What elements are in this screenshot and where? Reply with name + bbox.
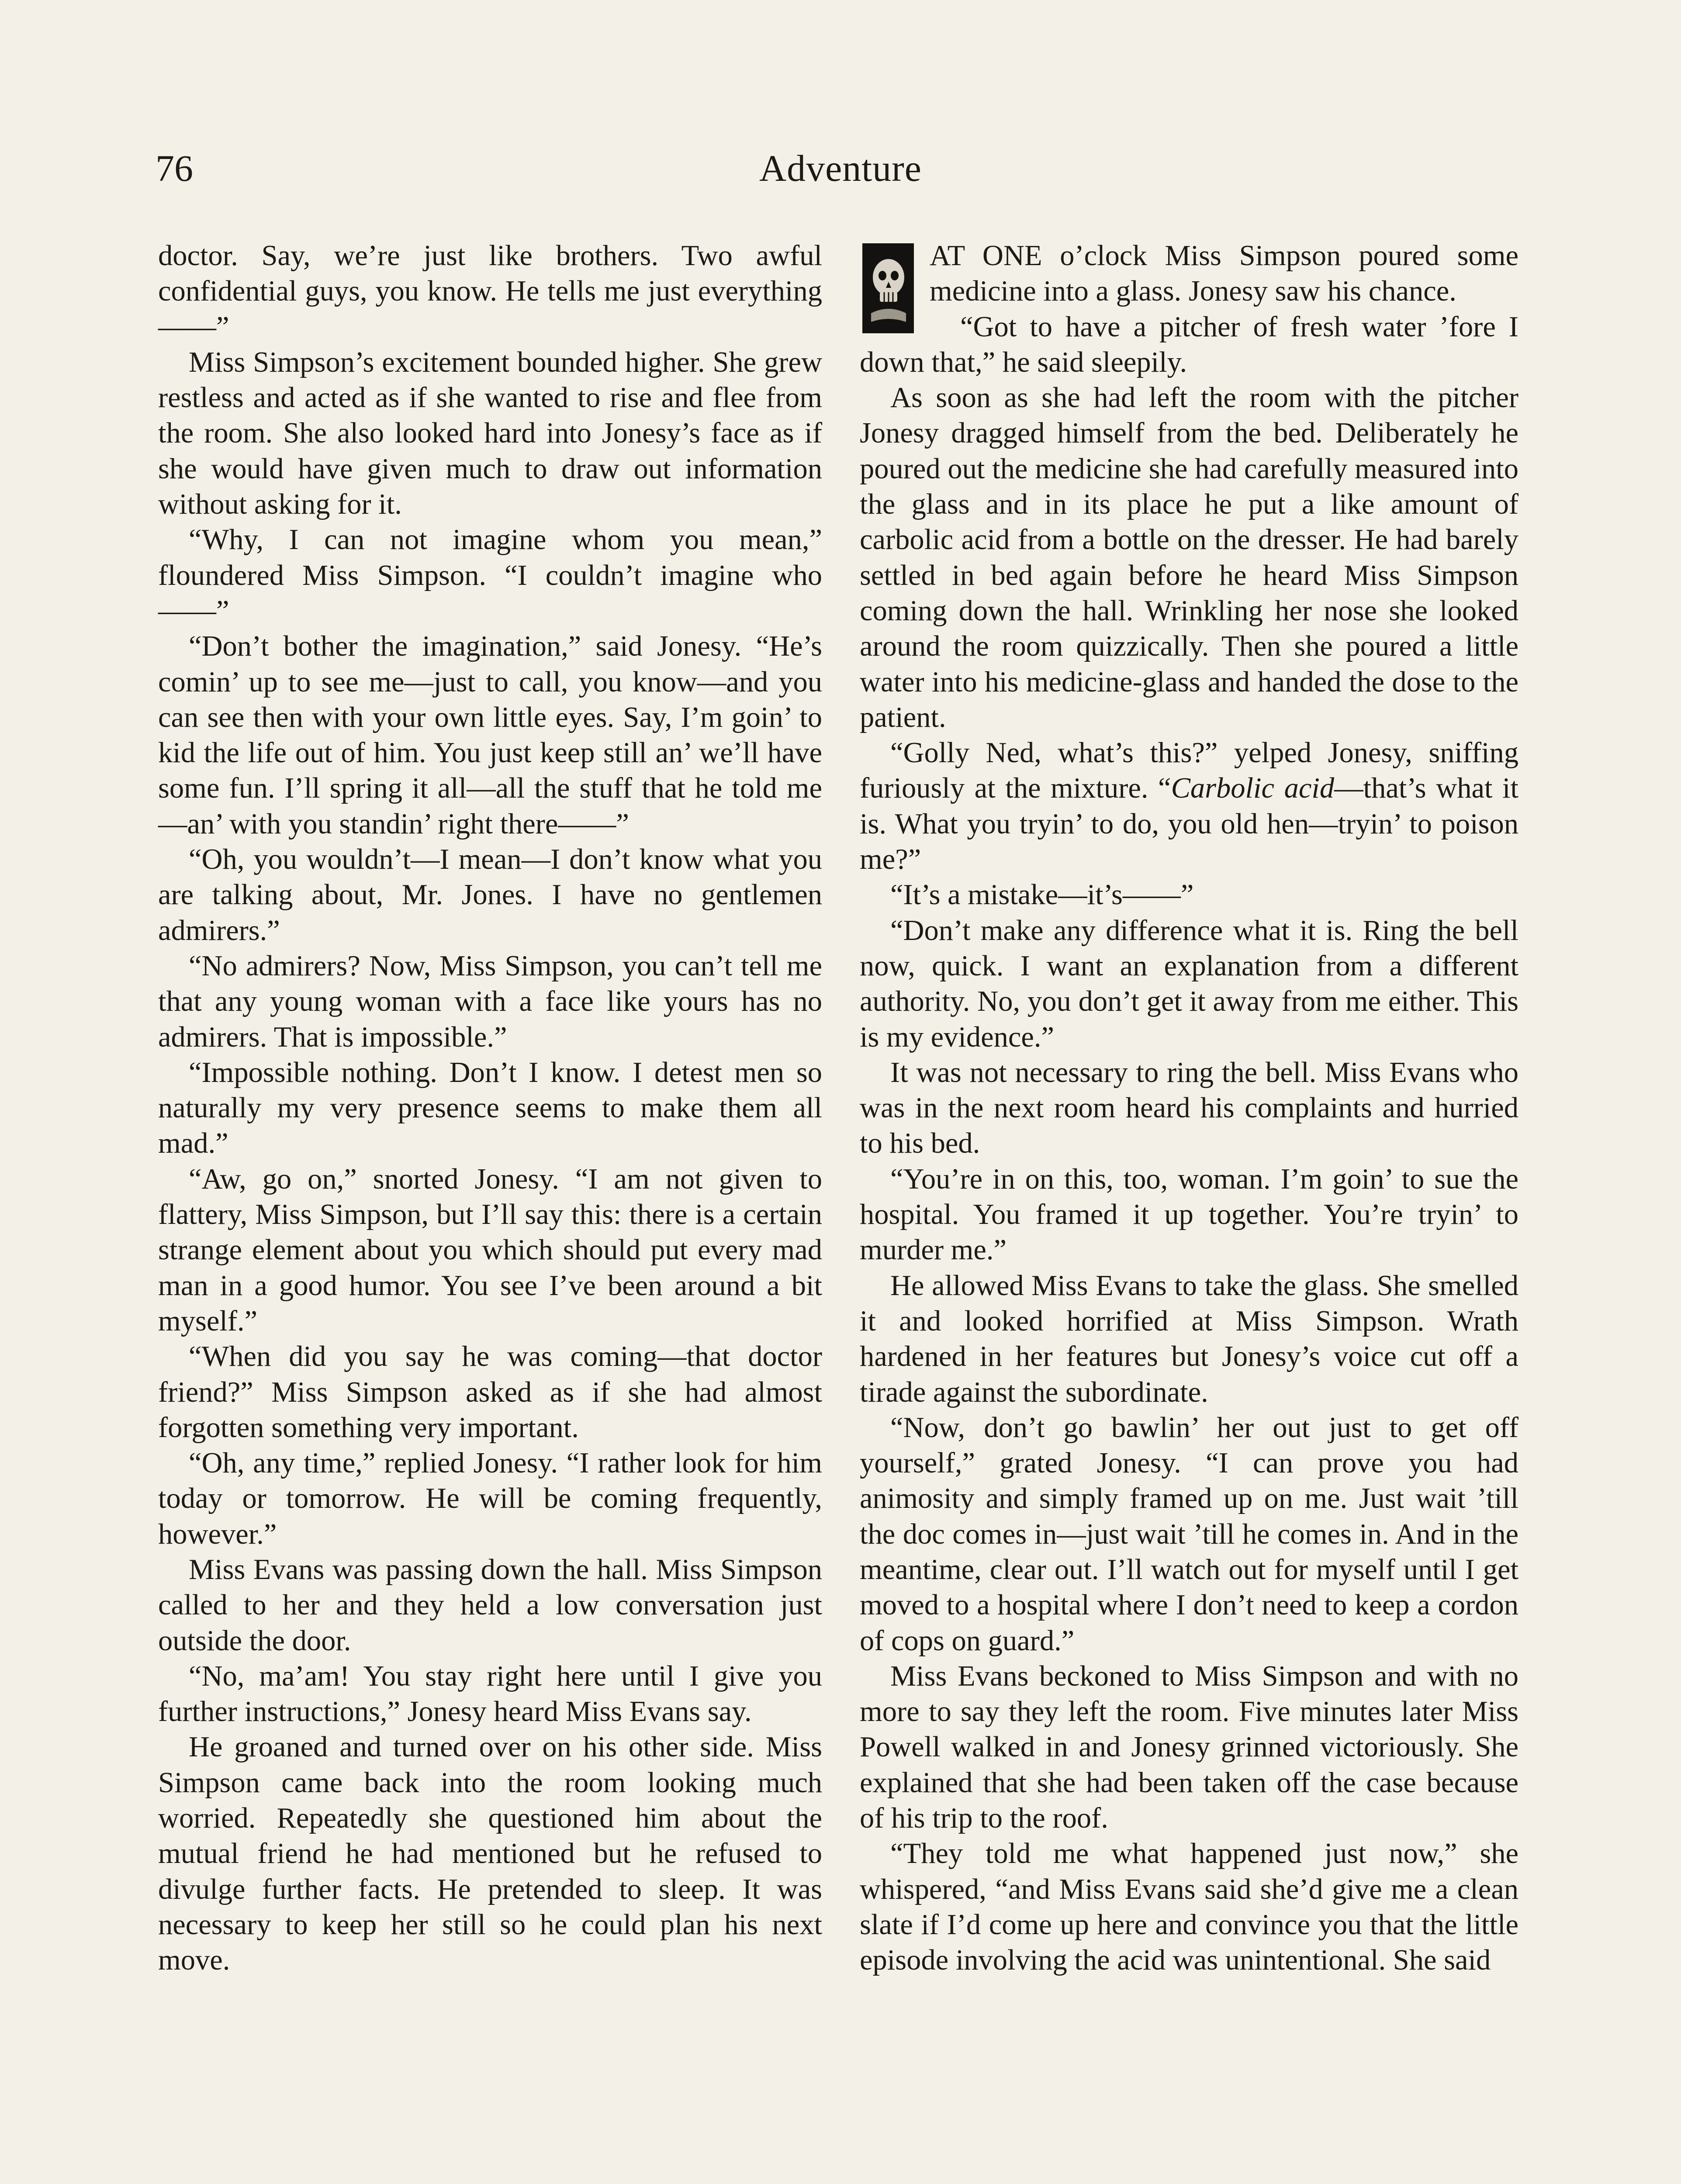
paragraph-text-after: —that’s what it is. What you tryin’ to do, you old hen—tryin’ to poison me?” xyxy=(860,772,1518,876)
paragraph: “When did you say he was coming—that doctor friend?” Miss Simpson asked as if she had almost forgotten something very important. xyxy=(158,1341,822,1444)
paragraph: He allowed Miss Evans to take the glass. She smelled it and looked horrified at Miss Simpson. Wrath hardened in her features but Jonesy’s voice cut off a tirade against the subordinate. xyxy=(860,1269,1518,1408)
running-title: Adventure xyxy=(759,147,922,189)
paragraph: “No, ma’am! You stay right here until I give you further instructions,” Jonesy heard Miss Evans say. xyxy=(158,1660,822,1728)
paragraph: “It’s a mistake—it’s——” xyxy=(890,879,1194,911)
opening-paragraph: AT ONE o’clock Miss Simpson poured some medicine into a glass. Jonesy saw his chance. xyxy=(930,240,1518,308)
page-number: 76 xyxy=(156,147,193,189)
paragraph: “Impossible nothing. Don’t I know. I detest men so naturally my very presence seems to make them all mad.” xyxy=(158,1056,822,1160)
paragraph: As soon as she had left the room with the pitcher Jonesy dragged himself from the bed. Deliberately he poured out the medicine she had carefully measured into the glass and in its place he put a like amount of carbolic acid from a bottle on the dresser. He had barely settled in bed again before he heard Miss Simpson coming down the hall. Wrinkling her nose she looked around the room quizzically. Then she poured a little water into his medicine-glass and handed the dose to the patient. xyxy=(860,382,1518,733)
paragraph: He groaned and turned over on his other side. Miss Simpson came back into the room looking much worried. Repeatedly she questioned him about the mutual friend he had mentioned but he refused to divulge further facts. He pretended to sleep. It was necessary to keep her still so he could plan his next move. xyxy=(158,1731,822,1977)
skull-ornament-icon xyxy=(862,243,914,333)
italic-phrase: Carbolic acid xyxy=(1171,772,1335,805)
paragraph: “Got to have a pitcher of fresh water ’fore I down that,” he said sleepily. xyxy=(860,311,1518,378)
paragraph: It was not necessary to ring the bell. Miss Evans who was in the next room heard his complaints and hurried to his bed. xyxy=(860,1056,1518,1160)
paragraph xyxy=(860,735,1518,877)
paragraph: “Don’t bother the imagination,” said Jonesy. “He’s comin’ up to see me—just to call, you know—and you can see then with your own little eyes. Say, I’m goin’ to kid the life out of him. You just keep still an’ we’ll have some fun. I’ll spring it all—all the stuff that he told me—an’ with you standin’ right there——” xyxy=(158,630,822,840)
paragraph: Miss Simpson’s excitement bounded higher. She grew restless and acted as if she wanted to rise and flee from the room. She also looked hard into Jonesy’s face as if she would have given much to draw out information without asking for it. xyxy=(158,346,822,521)
paragraph: Miss Evans was passing down the hall. Miss Simpson called to her and they held a low conversation just outside the door. xyxy=(158,1553,822,1657)
right-column xyxy=(860,238,1518,1978)
paragraph: “No admirers? Now, Miss Simpson, you can’t tell me that any young woman with a face like yours has no admirers. That is impossible.” xyxy=(158,950,822,1053)
paragraph: “They told me what happened just now,” she whispered, “and Miss Evans said she’d give me a clean slate if I’d come up here and convince you that the little episode involving the acid was unintentional. She said xyxy=(860,1838,1518,1977)
section-opening xyxy=(860,238,1518,309)
paragraph: “Don’t make any difference what it is. Ring the bell now, quick. I want an explanation from a different authority. No, you don’t get it away from me either. This is my evidence.” xyxy=(860,914,1518,1053)
paragraph: “Aw, go on,” snorted Jonesy. “I am not given to flattery, Miss Simpson, but I’ll say this: there is a certain strange element about you which should put every mad man in a good humor. You see I’ve been around a bit myself.” xyxy=(158,1163,822,1337)
paragraph: Miss Evans beckoned to Miss Simpson and with no more to say they left the room. Five minutes later Miss Powell walked in and Jonesy grinned victoriously. She explained that she had been taken off the case because of his trip to the roof. xyxy=(860,1660,1518,1835)
page-header xyxy=(156,144,1525,201)
paragraph: “You’re in on this, too, woman. I’m goin’ to sue the hospital. You framed it up together. You’re tryin’ to murder me.” xyxy=(860,1163,1518,1266)
paragraph: doctor. Say, we’re just like brothers. Two awful confidential guys, you know. He tells me just everything——” xyxy=(158,240,822,343)
paragraph: “Now, don’t go bawlin’ her out just to get off yourself,” grated Jonesy. “I can prove you had animosity and simply framed up on me. Just wait ’till the doc comes in—just wait ’till he comes in. And in the meantime, clear out. I’ll watch out for myself until I get moved to a hospital where I don’t need to keep a cordon of cops on guard.” xyxy=(860,1411,1518,1657)
paragraph: “Why, I can not imagine whom you mean,” floundered Miss Simpson. “I couldn’t imagine who——” xyxy=(158,524,822,627)
paragraph: “Oh, any time,” replied Jonesy. “I rather look for him today or tomorrow. He will be coming frequently, however.” xyxy=(158,1447,822,1550)
paragraph-text-before: “Golly Ned, what’s this?” yelped Jonesy, sniffing furiously at the mixture. “ xyxy=(860,737,1518,805)
paragraph: “Oh, you wouldn’t—I mean—I don’t know what you are talking about, Mr. Jones. I have no gentlemen admirers.” xyxy=(158,843,822,947)
left-column xyxy=(158,238,822,1978)
